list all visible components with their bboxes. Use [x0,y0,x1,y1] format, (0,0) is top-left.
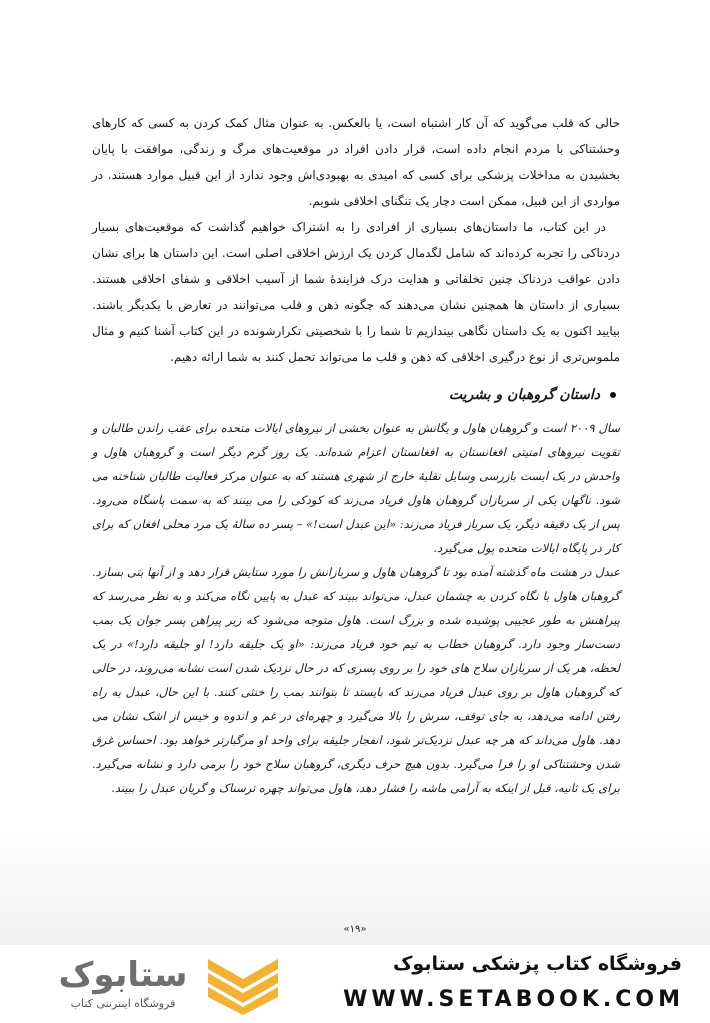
page-number: «۱۹» [343,924,367,935]
store-banner [0,945,710,1023]
intro-paragraph-2: در این کتاب، ما داستان‌های بسیاری از افرادی را به اشتراک خواهیم گذاشت که موقعیت‌های بسیار دردناکی را تجربه کرده‌اند که شامل لگدمال کردن یک ارزش اخلاقی اصلی است. این داستان ها برای نشان دادن عواقب دردناک چنین تخلفاتی و هدایت درک فزایندهٔ شما از آسیب اخلاقی و شفای اخلاقی هستند. بسیاری از داستان ها همچنین نشان می‌دهند که چگونه ذهن و قلب می‌توانند در تعارض با یکدیگر باشند. بیایید اکنون به یک داستان نگاهی بیندازیم تا شما را با شخصیتی تکرارشونده در این کتاب آشنا کنیم و مثال ملموس‌تری از نوع درگیری اخلاقی که ذهن و قلب ما می‌تواند تحمل کنند به شما ارائه دهیم. [92,220,620,364]
store-logo [28,955,288,1015]
store-title: فروشگاه کتاب پزشکی ستابوک [392,953,682,975]
bullet-icon [610,392,616,398]
story-paragraph-1: سال ۲۰۰۹ است و گروهبان هاول و یگانش به عنوان بخشی از نیروهای ایالات متحده برای عقب راندن طالبان و تقویت نیروهای امنیتی افغانستان به افغانستان اعزام شده‌اند. یک روز گرم دیگر است و گروهبان هاول و واحدش در یک ایست بازرسی وسایل نقلیهٔ خارج از شهری هستند که به عنوان مرکز فعالیت طالبان شناخته می شود. ناگهان یکی از سربازان گروهبان هاول فریاد می‌زند که کودکی را می بینند که به سمت پاسگاه می‌رود. پس از یک دقیقه دیگر، یک سرباز فریاد می‌زند: «این عبدل است!» – پسر ده سالهٔ یک مرد محلی افغان که برای کار در پایگاه ایالات متحده پول می‌گیرد. [92,421,620,555]
story-paragraph-2: عبدل در هشت ماه گذشته آمده بود تا گروهبان هاول و سربازانش را مورد ستایش قرار دهد و از آنها بتی بسازد. گروهبان هاول با نگاه کردن به چشمان عبدل، می‌تواند ببیند که عبدل به پایین نگاه می‌کند و به نظر می‌رسد که پیراهنش به طور عجیبی پوشیده شده و بزرگ است. هاول متوجه می‌شود که زیر پیراهن پسر جوان یک بمب دست‌ساز وجود دارد. گروهبان خطاب به تیم خود فریاد می‌زند: «او یک جلیقه دارد! او جلیقه دارد!» در یک لحظه، هر یک از سربازان سلاح های خود را بر روی پسری که در حال نزدیک شدن است نشانه می‌روند، در حالی که گروهبان هاول بر روی عبدل فریاد می‌زند که بایستد تا بتوانند بمب را خنثی کنند. با این حال، عبدل به راه رفتن ادامه می‌دهد، به جای توقف، سرش را بالا می‌گیرد و چهره‌ای در غم و اندوه و خیس از اشک نشان می دهد. هاول می‌داند که هر چه عبدل نزدیک‌تر شود، انفجار جلیقه برای واحد او مرگبارتر خواهد بود. احساس غرق شدن وحشتناکی او را فرا می‌گیرد. بدون هیچ حرف دیگری، گروهبان سلاح خود را برمی دارد و نشانه می‌گیرد. برای یک ثانیه، قبل از اینکه به آرامی ماشه را فشار دهد، هاول می‌تواند چهره ترسناک و گریان عبدل را ببیند. [92,565,620,795]
intro-paragraph-1: حالی که قلب می‌گوید که آن کار اشتباه است، یا بالعکس. به عنوان مثال کمک کردن به کسی که کارهای وحشتناکی با مردم انجام داده است، قرار دادن افراد در موقعیت‌های مرگ و زندگی، موافقت با پایان بخشیدن به مداخلات پزشکی برای کسی که امیدی به بهبودی‌اش وجود ندارد از این قبیل موارد هستند. در مواردی از این قبیل، ممکن است دچار یک تنگنای اخلاقی شویم. [92,116,620,208]
story-block [92,416,620,800]
section-heading-text: داستان گروهبان و بشریت [448,387,600,403]
section-heading [92,380,620,410]
logo-subtitle: فروشگاه اینترنتی کتاب [70,997,176,1010]
page-content [92,110,620,800]
chevron-stack-icon [204,955,282,1015]
store-url-link[interactable]: WWW.SETABOOK.COM [343,987,684,1012]
logo-wordmark: ستابوک [58,955,188,995]
